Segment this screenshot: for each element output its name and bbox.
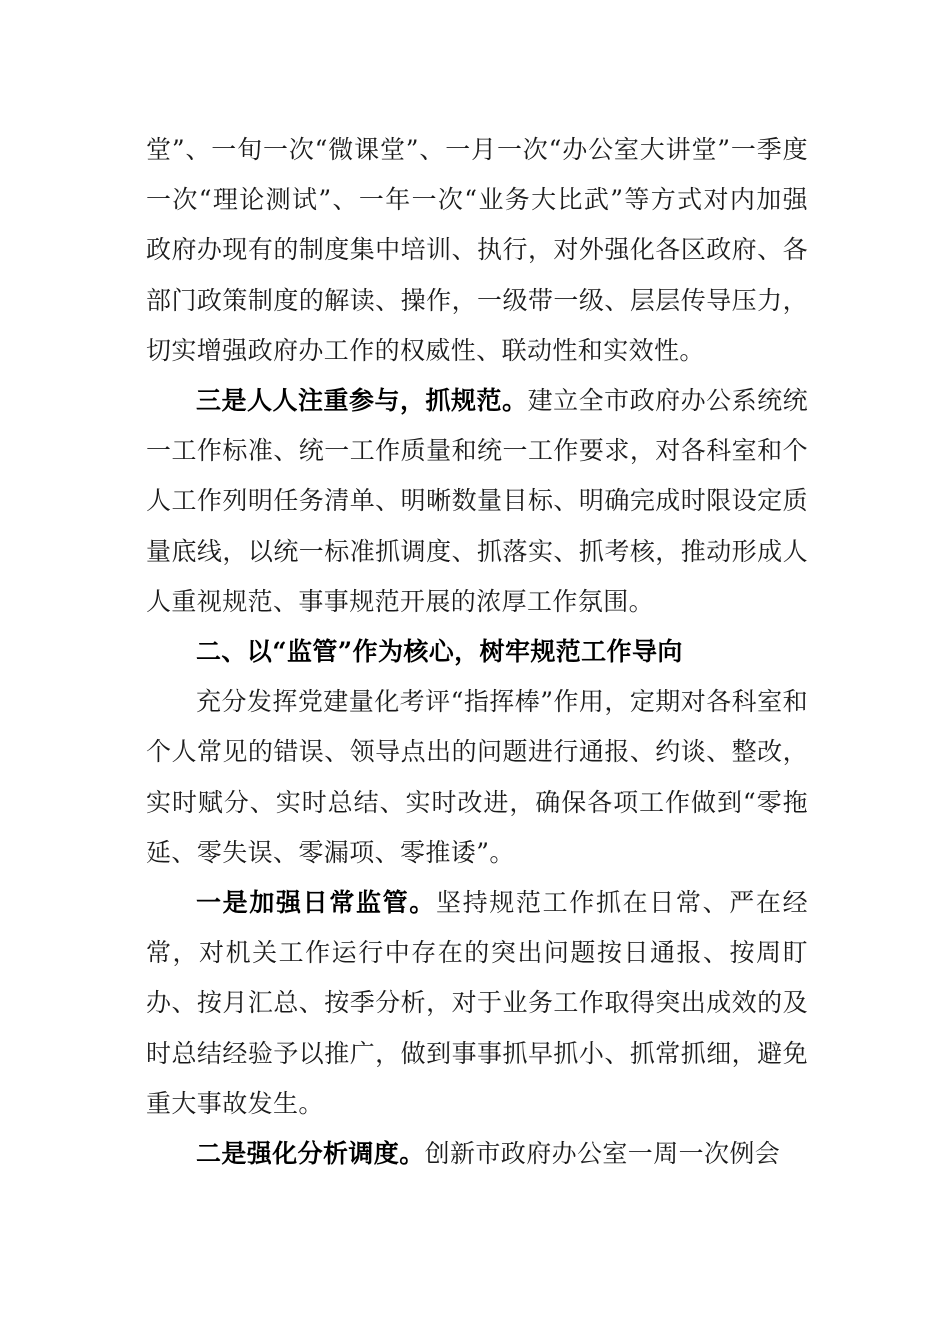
paragraph-text: 充分发挥党建量化考评“指挥棒”作用，定期对各科室和个人常见的错误、领导点出的问题进行通报、约谈、整改，实时赋分、实时总结、实时改进，确保各项工作做到“零拖延、零失误、零漏项、零推诿”。 [146,687,808,867]
paragraph-text: 坚持规范工作抓在日常、严在经常，对机关工作运行中存在的突出问题按日通报、按周盯办、按月汇总、按季分析，对于业务工作取得突出成效的及时总结经验予以推广，做到事事抓早抓小、抓常抓细，避免重大事故发生。 [146,888,808,1118]
paragraph-lead: 一是加强日常监管。 [196,888,436,918]
paragraph-participation [146,376,808,627]
paragraph-lead: 三是人人注重参与，抓规范。 [196,386,528,416]
paragraph-text: 建立全市政府办公系统统一工作标准、统一工作质量和统一工作要求，对各科室和个人工作列明任务清单、明晰数量目标、明确完成时限设定质量底线，以统一标准抓调度、抓落实、抓考核，推动形成人人重视规范、事事规范开展的浓厚工作氛围。 [146,386,809,616]
paragraph-lead: 二是强化分析调度。 [196,1139,425,1169]
paragraph-text: 堂”、一旬一次“微课堂”、一月一次“办公室大讲堂”一季度一次“理论测试”、一年一次“业务大比武”等方式对内加强政府办现有的制度集中培训、执行，对外强化各区政府、各部门政策制度的解读、操作，一级带一级、层层传导压力，切实增强政府办工作的权威性、联动性和实效性。 [146,135,808,365]
paragraph-supervision-intro [146,677,808,878]
document-body [146,125,808,1179]
paragraph-analysis-scheduling [146,1129,808,1179]
paragraph-daily-supervision [146,878,808,1129]
paragraph-continued-training [146,125,808,376]
paragraph-text: 创新市政府办公室一周一次例会 [424,1139,781,1169]
section-heading-supervision [146,627,808,677]
section-heading-text: 二、以“监管”作为核心，树牢规范工作导向 [196,637,683,667]
